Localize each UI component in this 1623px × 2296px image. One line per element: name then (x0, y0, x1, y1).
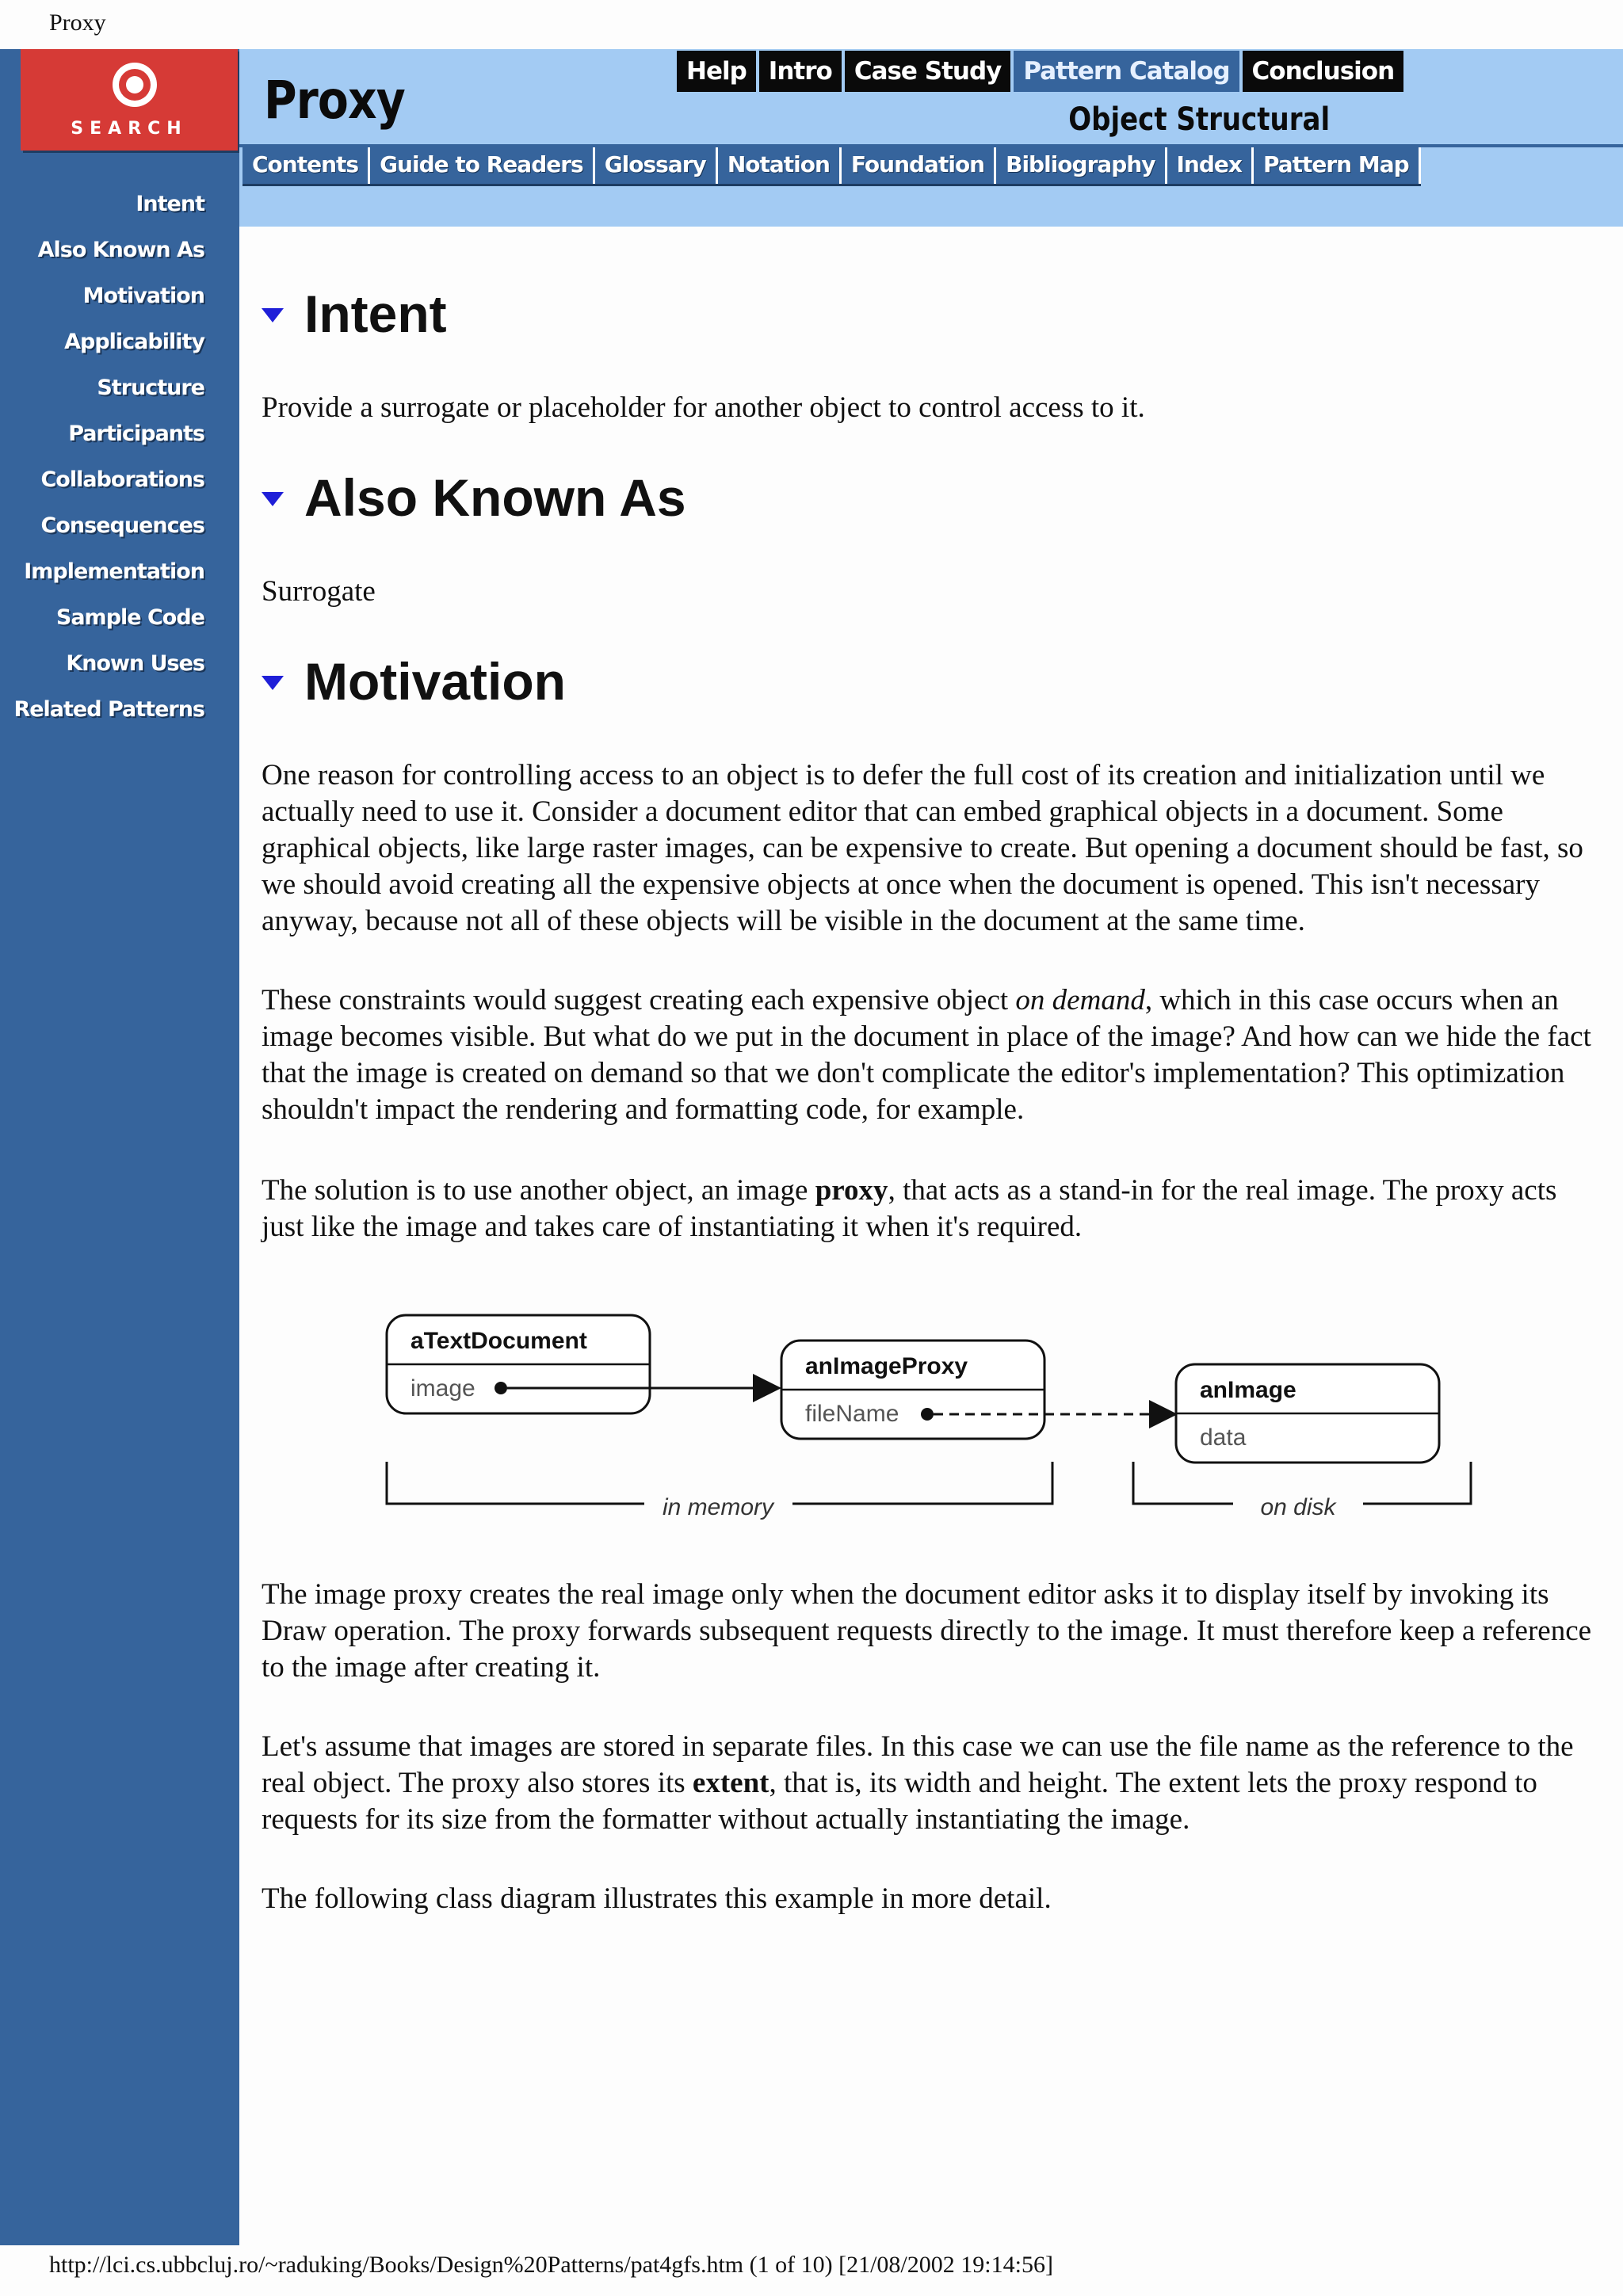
disclosure-triangle-icon[interactable] (262, 492, 284, 506)
nav-index[interactable]: Index (1167, 147, 1254, 184)
field-image: image (411, 1375, 475, 1402)
disk-bracket (1133, 1462, 1233, 1504)
tab-help[interactable]: Help (677, 51, 756, 92)
tab-intro[interactable]: Intro (759, 51, 842, 92)
field-filename: fileName (805, 1401, 899, 1427)
sidebar-item-structure[interactable]: Structure (97, 376, 204, 400)
intent-text: Provide a surrogate or placeholder for another object to control access to it. (262, 391, 1145, 424)
p3-text-c: , that acts as a stand-in for the real image. The proxy acts just like the image and takes care of instantiating it when it's required. (262, 1174, 1557, 1243)
label-in-memory: in memory (662, 1494, 774, 1520)
object-animageproxy (781, 1341, 1044, 1439)
window-title: Proxy (49, 10, 106, 36)
p2-text-b: , which in this case occurs when an image becomes visible. But what do we put in the document in place of the image? And how can we hide the fact that the image is created on demand so that we don't complicate the editor's implementation? This optimization shouldn't impact the rendering and formatting code, for example. (262, 984, 1591, 1126)
sidebar-item-motivation[interactable]: Motivation (82, 284, 204, 308)
object-animage (1176, 1364, 1439, 1463)
sidebar-item-sample-code[interactable]: Sample Code (55, 605, 204, 630)
p3-text-a: The solution is to use another object, an image (262, 1174, 815, 1207)
disclosure-triangle-icon[interactable] (262, 676, 284, 690)
page-footer-url: http://lci.cs.ubbcluj.ro/~raduking/Books/Design%20Patterns/pat4gfs.htm (1 of 10) [21/08/2002 19:14:56] (49, 2252, 1053, 2278)
target-icon (110, 60, 159, 109)
p2-text-a: These constraints would suggest creating each expensive object (262, 984, 1016, 1016)
nav-foundation[interactable]: Foundation (842, 147, 996, 184)
nav-glossary[interactable]: Glossary (595, 147, 718, 184)
sidebar-item-applicability[interactable]: Applicability (64, 330, 204, 354)
field-data: data (1200, 1425, 1247, 1451)
p5-text-c: , that is, its width and height. The extent lets the proxy respond to requests for its size from the formatter without actually instantiating the image. (262, 1767, 1537, 1836)
sidebar-item-also-known-as[interactable]: Also Known As (37, 238, 204, 262)
aka-text: Surrogate (262, 575, 376, 608)
nav-notation[interactable]: Notation (718, 147, 842, 184)
object-name-atextdocument: aTextDocument (411, 1328, 587, 1354)
intent-heading (262, 284, 447, 344)
nav-bibliography[interactable]: Bibliography (996, 147, 1167, 184)
p5-text-a: Let's assume that images are stored in separate files. In this case we can use the file name as the reference to the real object. The proxy also stores its (262, 1730, 1574, 1799)
motivation-heading (262, 651, 566, 711)
pattern-classification: Object Structural (1068, 101, 1330, 138)
disclosure-triangle-icon[interactable] (262, 308, 284, 322)
motivation-paragraph-5 (262, 1729, 1599, 1838)
reference-dot (921, 1408, 934, 1421)
motivation-paragraph-6: The following class diagram illustrates this example in more detail. (262, 1882, 1052, 1915)
aka-heading (262, 467, 686, 528)
motivation-paragraph-4: The image proxy creates the real image only when the document editor asks it to display itself by invoking its Draw operation. The proxy forwards subsequent requests directly to the image. It must therefore keep a reference to the image after creating it. (262, 1578, 1592, 1684)
disk-bracket (1363, 1462, 1471, 1504)
motivation-paragraph-1: One reason for controlling access to an object is to defer the full cost of its creation and initialization until we actually need to use it. Consider a document editor that can embed graphical objects in a document. Some graphical objects, like large raster images, can be expensive to create. But opening a document should be fast, so we should avoid creating all the expensive objects at once when the document is opened. This isn't necessary anyway, because not all of these objects will be visible in the document at the same time. (262, 759, 1583, 937)
sidebar (0, 49, 239, 2245)
sidebar-item-collaborations[interactable]: Collaborations (40, 467, 204, 492)
reference-dot (495, 1382, 507, 1394)
sidebar-item-known-uses[interactable]: Known Uses (66, 651, 204, 676)
motivation-paragraph-3 (262, 1173, 1599, 1245)
sub-navigation (242, 147, 1421, 186)
label-on-disk: on disk (1260, 1494, 1336, 1520)
sidebar-item-intent[interactable]: Intent (136, 192, 204, 216)
top-tabs (677, 51, 1407, 95)
proxy-object-diagram (372, 1299, 1482, 1529)
sidebar-item-participants[interactable]: Participants (68, 421, 204, 446)
memory-bracket (792, 1462, 1052, 1504)
tab-conclusion[interactable]: Conclusion (1243, 51, 1404, 92)
sidebar-item-related-patterns[interactable]: Related Patterns (13, 697, 204, 722)
sidebar-item-implementation[interactable]: Implementation (24, 559, 204, 584)
nav-guide-to-readers[interactable]: Guide to Readers (370, 147, 595, 184)
object-name-animageproxy: anImageProxy (805, 1353, 968, 1379)
p5-bold: extent (692, 1767, 769, 1799)
sidebar-item-consequences[interactable]: Consequences (40, 513, 204, 538)
intent-title: Intent (304, 284, 447, 343)
p2-emphasis: on demand (1015, 984, 1145, 1016)
aka-title: Also Known As (304, 468, 686, 527)
nav-contents[interactable]: Contents (242, 147, 370, 184)
page-title: Proxy (264, 70, 405, 131)
motivation-paragraph-2 (262, 982, 1599, 1128)
object-atextdocument (387, 1315, 650, 1413)
tab-pattern-catalog[interactable]: Pattern Catalog (1014, 51, 1239, 92)
object-name-animage: anImage (1200, 1377, 1296, 1403)
memory-bracket (387, 1462, 644, 1504)
search-label: SEARCH (71, 119, 188, 139)
p3-bold: proxy (815, 1174, 888, 1207)
nav-pattern-map[interactable]: Pattern Map (1254, 147, 1421, 184)
motivation-title: Motivation (304, 652, 566, 711)
tab-case-study[interactable]: Case Study (845, 51, 1011, 92)
search-logo[interactable] (21, 49, 238, 151)
